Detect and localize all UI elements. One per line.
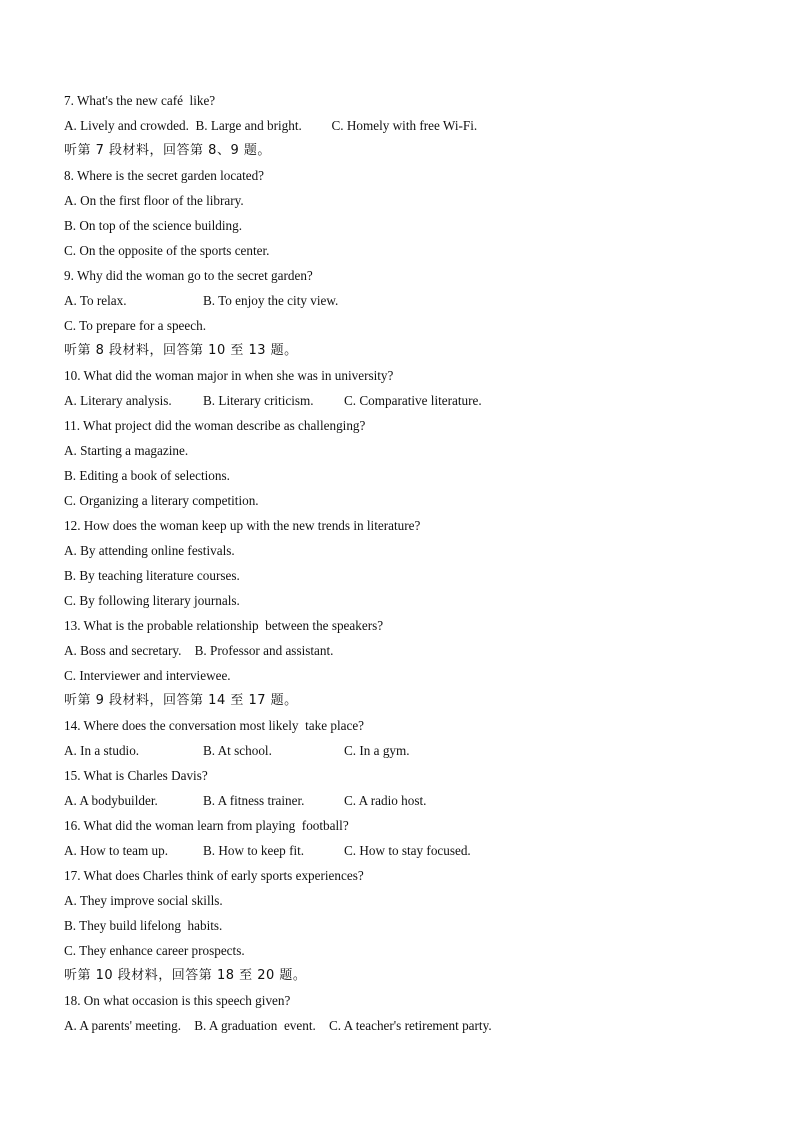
question-line: C. Organizing a literary competition. [64,493,259,508]
question-line: 16. What did the woman learn from playing football? [64,818,349,833]
question-line: A. Starting a magazine. [64,443,189,458]
option-row [64,288,744,313]
question-line: B. They build lifelong habits. [64,918,223,933]
answer-option: A. In a studio. [64,743,140,758]
answer-option: B. At school. [203,743,272,758]
question-line: 18. On what occasion is this speech given? [64,993,291,1008]
answer-option: A. To relax. [64,293,127,308]
question-line: 15. What is Charles Davis? [64,768,208,783]
question-line: C. To prepare for a speech. [64,318,207,333]
question-line: 17. What does Charles think of early sports experiences? [64,868,364,883]
answer-option: B. To enjoy the city view. [203,293,339,308]
question-line: 9. Why did the woman go to the secret garden? [64,268,313,283]
answer-option: C. A radio host. [344,793,427,808]
question-line: 10. What did the woman major in when she was in university? [64,368,394,383]
section-instruction: 听第 7 段材料，回答第 8、9 题。 [64,143,271,158]
option-row [64,388,744,413]
question-line: B. Editing a book of selections. [64,468,230,483]
question-line: B. On top of the science building. [64,218,242,233]
answer-option: B. How to keep fit. [203,843,305,858]
question-line: C. They enhance career prospects. [64,943,245,958]
option-row [64,788,744,813]
exam-page [64,88,744,1038]
option-row [64,838,744,863]
answer-option: A. How to team up. [64,843,169,858]
section-instruction: 听第 8 段材料，回答第 10 至 13 题。 [64,343,298,358]
question-line: 8. Where is the secret garden located? [64,168,265,183]
question-line: 11. What project did the woman describe as challenging? [64,418,366,433]
question-line: B. By teaching literature courses. [64,568,240,583]
answer-option: A. A bodybuilder. [64,793,158,808]
answer-option: B. Literary criticism. [203,393,314,408]
question-line: A. On the first floor of the library. [64,193,244,208]
answer-option: C. Comparative literature. [344,393,482,408]
question-line: A. By attending online festivals. [64,543,235,558]
option-row: A. A parents' meeting. B. A graduation event. C. A teacher's retirement party. [64,1018,492,1033]
question-line: 12. How does the woman keep up with the new trends in literature? [64,518,421,533]
question-line: 14. Where does the conversation most likely take place? [64,718,365,733]
question-line: A. They improve social skills. [64,893,223,908]
question-line: 13. What is the probable relationship between the speakers? [64,618,384,633]
option-row: A. Boss and secretary. B. Professor and assistant. [64,643,334,658]
question-line: C. On the opposite of the sports center. [64,243,270,258]
question-line: C. Interviewer and interviewee. [64,668,231,683]
question-line: 7. What's the new café like? [64,93,216,108]
answer-option: C. How to stay focused. [344,843,471,858]
section-instruction: 听第 9 段材料，回答第 14 至 17 题。 [64,693,298,708]
option-row [64,738,744,763]
question-line: C. By following literary journals. [64,593,240,608]
section-instruction: 听第 10 段材料，回答第 18 至 20 题。 [64,968,307,983]
option-row: A. Lively and crowded. B. Large and bright. C. Homely with free Wi-Fi. [64,118,478,133]
answer-option: C. In a gym. [344,743,410,758]
answer-option: B. A fitness trainer. [203,793,305,808]
answer-option: A. Literary analysis. [64,393,172,408]
